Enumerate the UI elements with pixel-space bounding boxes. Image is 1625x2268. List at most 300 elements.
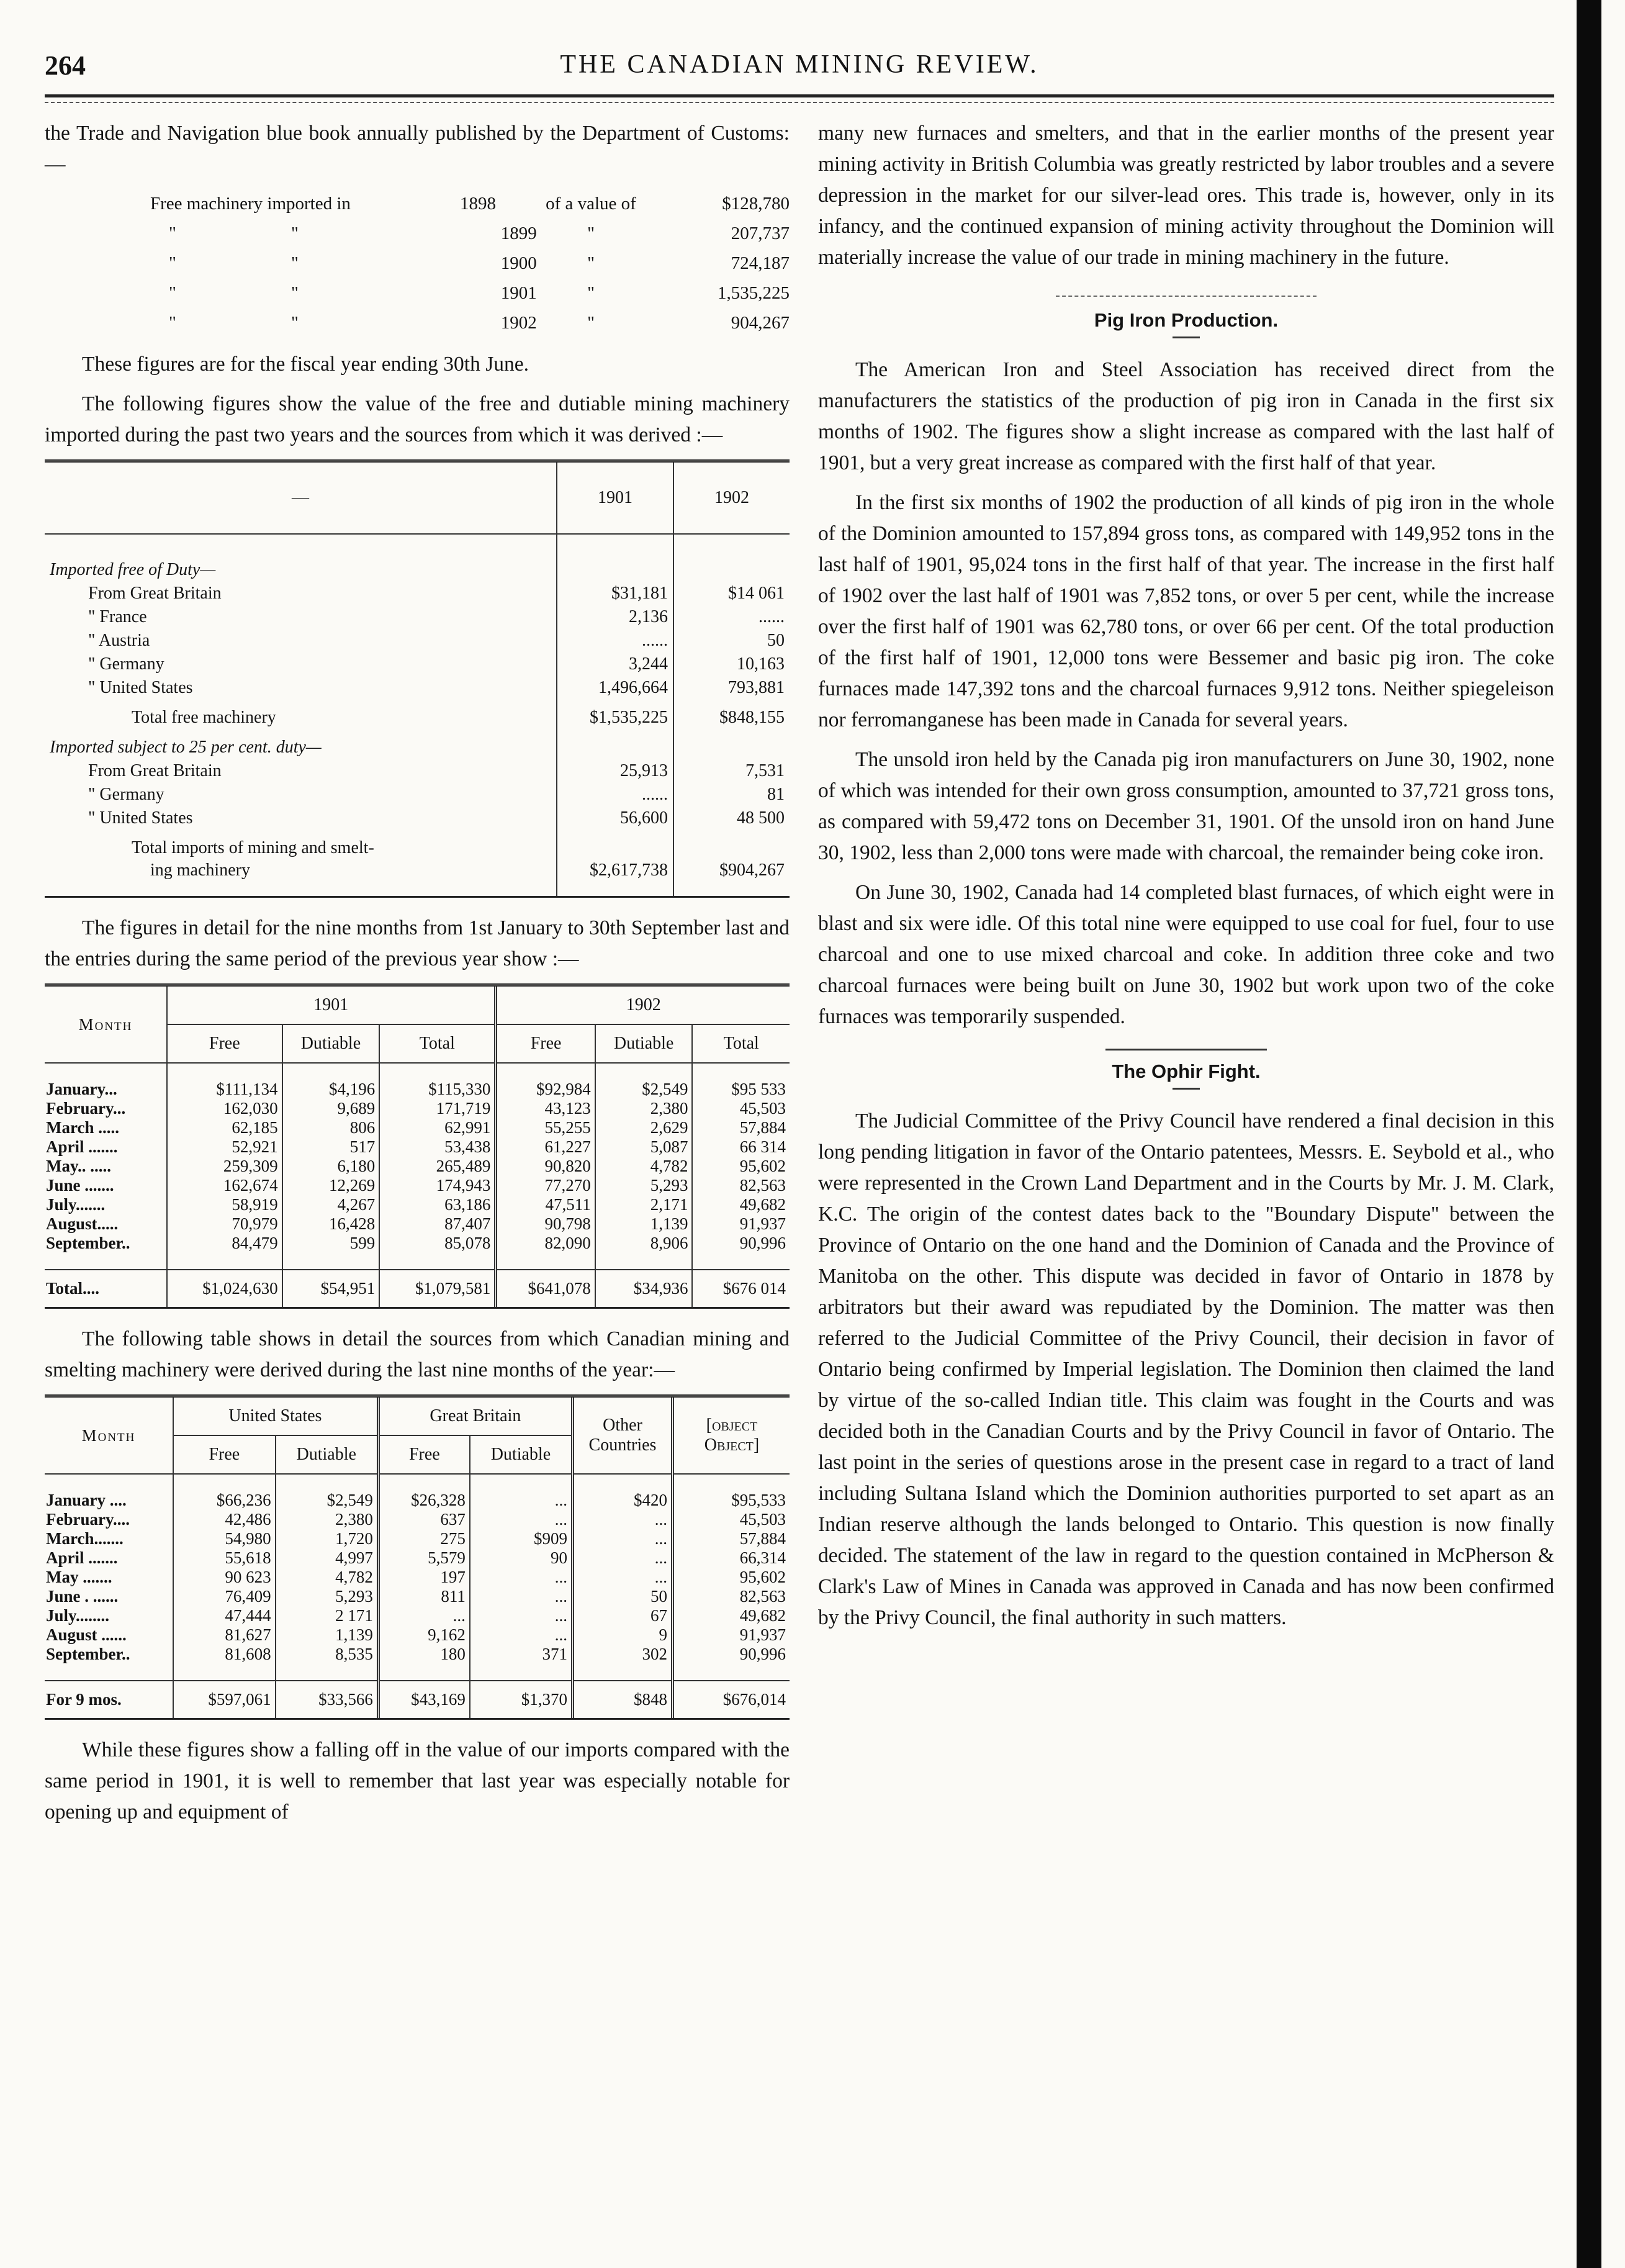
list-label: ": [169, 224, 176, 243]
row-label: From Great Britain: [88, 584, 222, 603]
table-cell: 2,171: [595, 1195, 693, 1214]
total-cell: $1,024,630: [167, 1270, 282, 1307]
cell-empty: [557, 534, 673, 582]
cell-empty: [470, 1664, 573, 1681]
cell-empty: [379, 1253, 496, 1270]
table-cell: 61,227: [496, 1137, 595, 1157]
paragraph: The unsold iron held by the Canada pig iron manufacturers on June 30, 1902, none of which was intended for their own gross consumption, amounted to 37,721 gross tons, as compared with 59,472 tons on December 31, 1901. Of the unsold iron on hand June 30, 1902, less than 2,000 tons were made with charcoal, the remainder being coke iron.: [818, 748, 1554, 864]
spacer-row: [45, 1253, 790, 1270]
list-item: [150, 189, 790, 219]
cell-empty: [557, 830, 673, 859]
list-label: Free machinery imported in: [150, 194, 351, 214]
table-cell: 77,270: [496, 1176, 595, 1195]
table-row: [45, 1606, 790, 1625]
table-row: [45, 676, 790, 700]
table-row: [45, 1491, 790, 1510]
table-cell: 5,087: [595, 1137, 693, 1157]
table-row: [45, 1176, 790, 1195]
paragraph: The following figures show the value of the free and dutiable mining machinery imported during the past two years and the sources from which it was derived :—: [45, 392, 790, 446]
table-row: [45, 1587, 790, 1606]
table-cell: 57,884: [673, 1529, 790, 1548]
cell-empty: [470, 1474, 573, 1491]
cell-1901: 1,496,664: [557, 676, 673, 700]
month-label: July........: [46, 1606, 110, 1625]
table-row: [45, 1625, 790, 1645]
total-cell: $34,936: [595, 1270, 693, 1307]
cell-empty: [378, 1664, 470, 1681]
table-cell: 52,921: [167, 1137, 282, 1157]
table-cell: ...: [573, 1529, 673, 1548]
free-imports-list: [150, 189, 790, 338]
table-cell: 637: [378, 1510, 470, 1529]
table-cell: 62,991: [379, 1118, 496, 1137]
table-header: —: [45, 463, 557, 534]
table-cell: 2 171: [276, 1606, 379, 1625]
cell-1901: $1,535,225: [557, 700, 673, 736]
table-cell: 76,409: [173, 1587, 276, 1606]
table-row: [45, 759, 790, 783]
table-cell: 55,618: [173, 1548, 276, 1568]
table-cell: $95,533: [673, 1491, 790, 1510]
table-cell: 82,090: [496, 1234, 595, 1253]
table-row: [45, 534, 790, 582]
table-cell: 174,943: [379, 1176, 496, 1195]
month-label: July.......: [46, 1195, 106, 1214]
table-cell: 49,682: [692, 1195, 790, 1214]
table-row: [45, 605, 790, 629]
table-cell: ...: [573, 1548, 673, 1568]
header-rule: [45, 94, 1554, 97]
table-row: [45, 736, 790, 759]
table-cell: 1,720: [276, 1529, 379, 1548]
table-cell: 95,602: [692, 1157, 790, 1176]
month-label: March.......: [46, 1529, 124, 1548]
table-header: Total: [692, 1024, 790, 1063]
table-cell: 90,996: [673, 1645, 790, 1664]
table-cell: 53,438: [379, 1137, 496, 1157]
list-label: ": [169, 313, 176, 333]
table-cell: 81,608: [173, 1645, 276, 1664]
table-cell: $66,236: [173, 1491, 276, 1510]
table-row: [45, 653, 790, 676]
total-cell: $54,951: [282, 1270, 380, 1307]
table-row: [45, 859, 790, 896]
table-cell: $2,549: [595, 1080, 693, 1099]
table-cell: 63,186: [379, 1195, 496, 1214]
row-label: " United States: [88, 678, 193, 697]
month-label: September..: [46, 1645, 130, 1663]
table-cell: 5,579: [378, 1548, 470, 1568]
cell-empty: [173, 1474, 276, 1491]
table-cell: 82,563: [692, 1176, 790, 1195]
month-label: June .......: [46, 1176, 114, 1195]
cell-empty: [573, 1474, 673, 1491]
table-cell: 259,309: [167, 1157, 282, 1176]
row-label: From Great Britain: [88, 761, 222, 780]
amount-value: 724,187: [731, 253, 790, 273]
table-cell: 95,602: [673, 1568, 790, 1587]
cell-1902: 81: [673, 783, 790, 806]
total-cell: $641,078: [496, 1270, 595, 1307]
total-cell: $676 014: [692, 1270, 790, 1307]
cell-1902: 7,531: [673, 759, 790, 783]
table-header: Dutiable: [595, 1024, 693, 1063]
cell-empty: [595, 1253, 693, 1270]
row-label: ing machinery: [150, 861, 250, 880]
month-label: January ....: [46, 1491, 127, 1509]
table-cell: 811: [378, 1587, 470, 1606]
cell-1902: $904,267: [673, 859, 790, 896]
heading-rule: [1173, 337, 1200, 338]
cell-1902: 793,881: [673, 676, 790, 700]
row-label: " Germany: [88, 654, 164, 674]
cell-empty: [557, 736, 673, 759]
table-cell: 90,996: [692, 1234, 790, 1253]
table-cell: $111,134: [167, 1080, 282, 1099]
table-cell: $420: [573, 1491, 673, 1510]
table-cell: 8,535: [276, 1645, 379, 1664]
table-header: Total: [379, 1024, 496, 1063]
table-row: [45, 783, 790, 806]
table-cell: 275: [378, 1529, 470, 1548]
month-label: February...: [46, 1099, 126, 1118]
table-cell: 9,689: [282, 1099, 380, 1118]
table-cell: $2,549: [276, 1491, 379, 1510]
table-cell: 162,674: [167, 1176, 282, 1195]
ditto-mark: ": [290, 224, 299, 243]
table-cell: 50: [573, 1587, 673, 1606]
cell-1901: $31,181: [557, 582, 673, 605]
table-cell: 66,314: [673, 1548, 790, 1568]
table-cell: 9: [573, 1625, 673, 1645]
table-row: [45, 1195, 790, 1214]
page: [45, 25, 1554, 2235]
list-label-suffix: ": [587, 313, 595, 333]
ditto-mark: ": [290, 283, 299, 303]
row-label: Imported free of Duty—: [50, 560, 216, 579]
cell-empty: [573, 1664, 673, 1681]
row-label: Imported subject to 25 per cent. duty—: [50, 738, 322, 757]
left-column: [45, 118, 790, 1837]
table-cell: 81,627: [173, 1625, 276, 1645]
cell-empty: [45, 1063, 167, 1080]
ditto-mark: ": [290, 253, 299, 273]
table-cell: 302: [573, 1645, 673, 1664]
paragraph: The following table shows in detail the sources from which Canadian mining and smelting machinery were derived during the last nine months of the year:—: [45, 1327, 790, 1381]
cell-1902: 50: [673, 629, 790, 653]
total-row: [45, 1681, 790, 1718]
table-cell: 90,798: [496, 1214, 595, 1234]
cell-empty: [45, 1664, 173, 1681]
table-header: Month: [45, 987, 167, 1063]
table-cell: 5,293: [595, 1176, 693, 1195]
cell-empty: [45, 1474, 173, 1491]
table-cell: 197: [378, 1568, 470, 1587]
table-cell: 5,293: [276, 1587, 379, 1606]
table-cell: 54,980: [173, 1529, 276, 1548]
spacer-row: [45, 1474, 790, 1491]
table-cell: 4,997: [276, 1548, 379, 1568]
cell-empty: [692, 1063, 790, 1080]
total-label: Total....: [45, 1270, 167, 1307]
spacer-row: [45, 1063, 790, 1080]
list-label: ": [169, 283, 176, 303]
cell-empty: [673, 736, 790, 759]
country-table-wrap: [45, 1394, 790, 1720]
month-label: September..: [46, 1234, 130, 1252]
table-cell: 87,407: [379, 1214, 496, 1234]
cell-1901: 56,600: [557, 806, 673, 830]
table-row: [45, 806, 790, 830]
cell-empty: [167, 1253, 282, 1270]
heading-pig-iron: Pig Iron Production.: [1094, 309, 1279, 331]
section-divider: [1105, 1049, 1267, 1050]
month-label: January...: [46, 1080, 117, 1098]
table-cell: 12,269: [282, 1176, 380, 1195]
year-value: 1899: [500, 224, 537, 243]
page-number: 264: [45, 50, 86, 81]
table-cell: ...: [470, 1568, 573, 1587]
table-cell: ...: [573, 1510, 673, 1529]
cell-empty: [595, 1063, 693, 1080]
paragraph: On June 30, 1902, Canada had 14 completed blast furnaces, of which eight were in blast and six were idle. Of this total nine were equipped to use coal for fuel, four to use charcoal and one to use mixed charcoal and coke. In addition three coke and two charcoal furnaces were being built on June 30, 1902 but work upon two of the coke furnaces was temporarily suspended.: [818, 881, 1554, 1028]
table-cell: 2,380: [276, 1510, 379, 1529]
table-cell: 371: [470, 1645, 573, 1664]
row-label: Total free machinery: [132, 708, 276, 727]
table-cell: 6,180: [282, 1157, 380, 1176]
table-row: [45, 1510, 790, 1529]
table-cell: 4,782: [595, 1157, 693, 1176]
table-cell: 49,682: [673, 1606, 790, 1625]
table-cell: 45,503: [673, 1510, 790, 1529]
cell-empty: [379, 1063, 496, 1080]
table-header: Free: [173, 1435, 276, 1474]
table-cell: $115,330: [379, 1080, 496, 1099]
table-cell: 4,782: [276, 1568, 379, 1587]
table-header: Other Countries: [573, 1398, 673, 1474]
table-cell: 16,428: [282, 1214, 380, 1234]
cell-1901: 2,136: [557, 605, 673, 629]
table-cell: 180: [378, 1645, 470, 1664]
table-cell: 2,380: [595, 1099, 693, 1118]
total-cell: $848: [573, 1681, 673, 1718]
table-cell: 45,503: [692, 1099, 790, 1118]
cell-1902: 10,163: [673, 653, 790, 676]
paragraph: The figures in detail for the nine months from 1st January to 30th September last and the entries during the same period of the previous year show :—: [45, 916, 790, 970]
month-label: April .......: [46, 1548, 118, 1567]
list-item: [150, 219, 790, 248]
row-label: " Austria: [88, 631, 150, 650]
table-cell: $909: [470, 1529, 573, 1548]
cell-empty: [45, 1253, 167, 1270]
total-cell: $43,169: [378, 1681, 470, 1718]
right-column: [818, 118, 1554, 1642]
cell-empty: [673, 1664, 790, 1681]
cell-1901: $2,617,738: [557, 859, 673, 896]
table-header: 1901: [557, 463, 673, 534]
running-head: [45, 50, 1554, 93]
table-cell: 91,937: [692, 1214, 790, 1234]
cell-1902: 48 500: [673, 806, 790, 830]
total-cell: $597,061: [173, 1681, 276, 1718]
total-row: [45, 1270, 790, 1307]
table-cell: ...: [470, 1606, 573, 1625]
table-row: [45, 1137, 790, 1157]
section-divider: [1056, 296, 1317, 297]
table-cell: ...: [573, 1568, 673, 1587]
table-cell: 70,979: [167, 1214, 282, 1234]
cell-empty: [282, 1253, 380, 1270]
table-cell: 55,255: [496, 1118, 595, 1137]
month-label: June . ......: [46, 1587, 119, 1606]
table-header: Dutiable: [276, 1435, 379, 1474]
table-row: [45, 1645, 790, 1664]
table-cell: 517: [282, 1137, 380, 1157]
total-cell: $1,079,581: [379, 1270, 496, 1307]
table-row: [45, 1214, 790, 1234]
table-cell: 1,139: [595, 1214, 693, 1234]
cell-1901: ......: [557, 783, 673, 806]
table-cell: ...: [470, 1587, 573, 1606]
table-header: Free: [496, 1024, 595, 1063]
row-label: Total imports of mining and smelt-: [132, 838, 374, 857]
cell-empty: [276, 1664, 379, 1681]
spacer-row: [45, 1664, 790, 1681]
cell-1902: $848,155: [673, 700, 790, 736]
list-label-suffix: ": [587, 283, 595, 303]
table-cell: 1,139: [276, 1625, 379, 1645]
cell-empty: [673, 1474, 790, 1491]
amount-value: 207,737: [731, 224, 790, 243]
ditto-mark: ": [290, 313, 299, 333]
list-label-suffix: of a value of: [546, 194, 636, 214]
cell-empty: [167, 1063, 282, 1080]
table-cell: 162,030: [167, 1099, 282, 1118]
table-header: [object Object]: [673, 1398, 790, 1474]
cell-empty: [496, 1253, 595, 1270]
table-header: 1902: [673, 463, 790, 534]
table-cell: $92,984: [496, 1080, 595, 1099]
list-label-suffix: ": [587, 224, 595, 243]
table-cell: 599: [282, 1234, 380, 1253]
list-item: [150, 308, 790, 338]
total-label: For 9 mos.: [45, 1681, 173, 1718]
table-cell: 84,479: [167, 1234, 282, 1253]
table-cell: 265,489: [379, 1157, 496, 1176]
list-item: [150, 278, 790, 308]
row-label: " United States: [88, 808, 193, 828]
paragraph: These figures are for the fiscal year ending 30th June.: [82, 353, 529, 376]
table-cell: ...: [470, 1510, 573, 1529]
table-row: [45, 1568, 790, 1587]
month-label: August ......: [46, 1625, 127, 1644]
total-cell: $1,370: [470, 1681, 573, 1718]
paragraph: The Judicial Committee of the Privy Council have rendered a final decision in this long pending litigation in favor of the Ontario patentees, Messrs. E. Seybold et al., who were represented in the Crown Land Department and in the Courts by Mr. J. M. Clark, K.C. The origin of the contest dates back to the "Boundary Dispute" between the Province of Ontario on the one hand and the Dominion of Canada and the Province of Manitoba on the other. This dispute was decided in favor of Ontario in 1878 by arbitrators but their award was repudiated by the Dominion. The matter was then referred to the Judicial Committee of the Privy Council, their decision in favor of Ontario being confirmed by Imperial legislation. The Dominion then claimed the land by virtue of the so-called Indian title. This claim was fought in the Courts and was decided both in the Canadian Courts and by the Privy Council in favor of Ontario. The last point in the series of questions arose in the present case in regard to a tract of land including Sultana Island which the Dominion authorities purported to set apart as an Indian reserve although the lands belonged to Ontario. This question is now finally decided. The statement of the law in regard to the question contained in McPherson & Clark's Law of Mines in Canada was approved in Canada and has now been confirmed by the Privy Council, the final authority in such matters.: [818, 1109, 1554, 1629]
year-value: 1902: [500, 313, 537, 333]
list-label: ": [169, 253, 176, 273]
cell-empty: [378, 1474, 470, 1491]
cell-empty: [692, 1253, 790, 1270]
table-cell: 2,629: [595, 1118, 693, 1137]
table-header: 1901: [167, 987, 496, 1024]
table-row: [45, 1157, 790, 1176]
table-row: [45, 1080, 790, 1099]
month-table-wrap: [45, 983, 790, 1309]
cell-empty: [276, 1474, 379, 1491]
cell-empty: [173, 1664, 276, 1681]
amount-value: $128,780: [722, 194, 790, 214]
table-cell: 4,267: [282, 1195, 380, 1214]
table-cell: ...: [378, 1606, 470, 1625]
cell-1901: 3,244: [557, 653, 673, 676]
table-cell: $4,196: [282, 1080, 380, 1099]
table-header: Free: [378, 1435, 470, 1474]
paragraph: In the first six months of 1902 the production of all kinds of pig iron in the whole of the Dominion amounted to 157,894 gross tons, as compared with 149,952 tons in the last half of 1901, 95,024 tons in the first half of that year. The increase in the first half of 1902 over the last half of 1901 was 7,852 tons, or over 5 per cent, while the increase over the first half of 1901 was 62,780 tons, or over 66 per cent. Of the total production of the first half of 1901, 12,000 tons were Bessemer and basic pig iron. The coke furnaces made 147,392 tons and the charcoal furnaces 9,912 tons. Neither spiegeleison nor ferromanganese has been made in Canada for several years.: [818, 491, 1554, 731]
table-cell: 9,162: [378, 1625, 470, 1645]
monthly-imports-table: [45, 987, 790, 1307]
heading-rule: [1173, 1088, 1200, 1090]
table-cell: 58,919: [167, 1195, 282, 1214]
table-cell: ...: [470, 1491, 573, 1510]
table-header: Dutiable: [470, 1435, 573, 1474]
table-header: Free: [167, 1024, 282, 1063]
table-cell: 91,937: [673, 1625, 790, 1645]
list-item: [150, 248, 790, 278]
sources-table: [45, 463, 790, 896]
year-value: 1901: [500, 283, 537, 303]
table-cell: 90 623: [173, 1568, 276, 1587]
table-cell: 67: [573, 1606, 673, 1625]
sources-table-wrap: [45, 459, 790, 898]
table-cell: 57,884: [692, 1118, 790, 1137]
journal-title: THE CANADIAN MINING REVIEW.: [560, 50, 1039, 79]
table-cell: ...: [470, 1625, 573, 1645]
month-label: April .......: [46, 1137, 118, 1156]
year-value: 1900: [500, 253, 537, 273]
table-cell: 85,078: [379, 1234, 496, 1253]
table-cell: 806: [282, 1118, 380, 1137]
cell-1902: ......: [673, 605, 790, 629]
heading-ophir-fight: The Ophir Fight.: [1112, 1060, 1261, 1082]
table-cell: 90: [470, 1548, 573, 1568]
paragraph: The American Iron and Steel Association has received direct from the manufacturers the statistics of the production of pig iron in Canada in the first six months of 1902. The figures show a slight increase as compared with the last half of 1901, but a very great increase as compared with the first half of that year.: [818, 358, 1554, 474]
cell-empty: [673, 830, 790, 859]
table-header: Month: [45, 1398, 173, 1474]
paragraph: While these figures show a falling off in the value of our imports compared with the same period in 1901, it is well to remember that last year was especially notable for opening up and equipment of: [45, 1738, 790, 1823]
cell-empty: [496, 1063, 595, 1080]
table-header: 1902: [496, 987, 790, 1024]
row-label: " Germany: [88, 785, 164, 804]
table-cell: 43,123: [496, 1099, 595, 1118]
table-cell: 90,820: [496, 1157, 595, 1176]
table-header: Dutiable: [282, 1024, 380, 1063]
year-value: 1898: [460, 194, 497, 214]
header-rule-dashed: [45, 102, 1554, 103]
list-label-suffix: ": [587, 253, 595, 273]
table-cell: 62,185: [167, 1118, 282, 1137]
total-cell: $676,014: [673, 1681, 790, 1718]
month-label: May.. .....: [46, 1157, 111, 1175]
table-cell: 47,444: [173, 1606, 276, 1625]
month-label: May .......: [46, 1568, 112, 1586]
table-cell: $95 533: [692, 1080, 790, 1099]
cell-1901: ......: [557, 629, 673, 653]
table-header: United States: [173, 1398, 378, 1435]
table-row: [45, 1548, 790, 1568]
cell-empty: [673, 534, 790, 582]
month-label: March .....: [46, 1118, 119, 1137]
table-cell: 42,486: [173, 1510, 276, 1529]
